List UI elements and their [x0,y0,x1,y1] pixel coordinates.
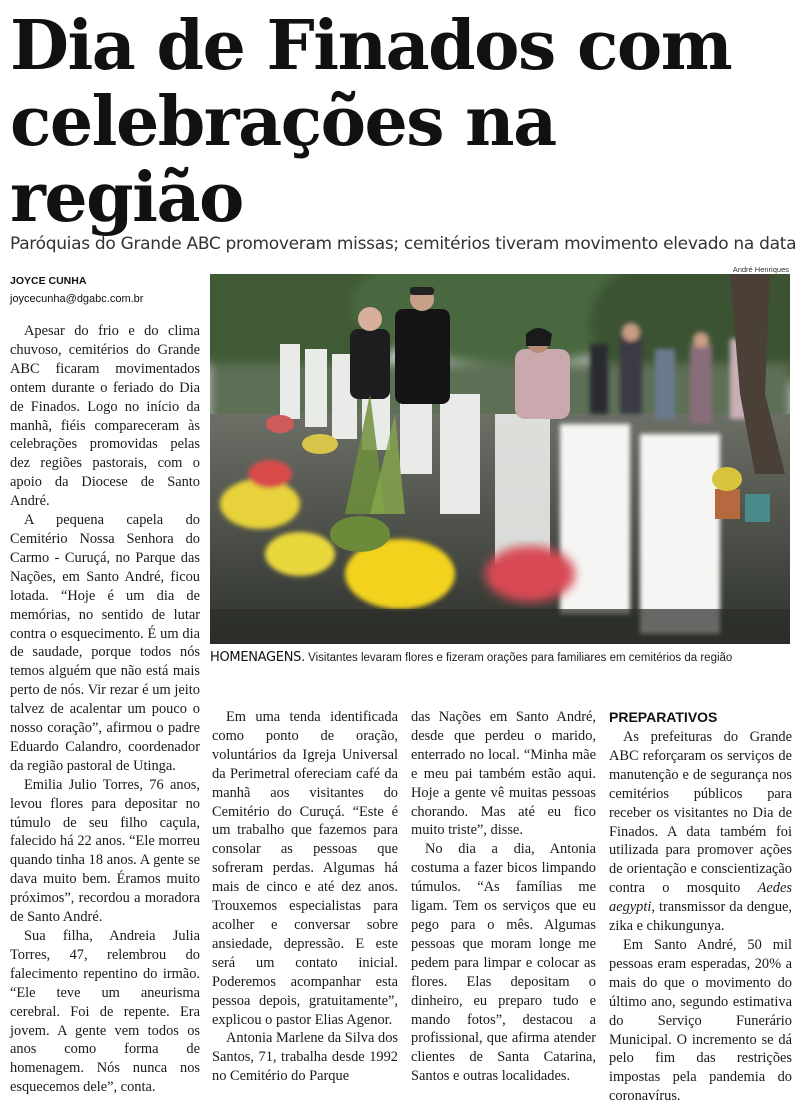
article-column-4 [609,708,792,1106]
paragraph [609,728,792,936]
subheadline: Paróquias do Grande ABC promoveram missas; cemitérios tiveram movimento elevado na data [10,234,797,254]
cemetery-photo-illustration [210,274,790,644]
byline-email: joycecunha@dgabc.com.br [10,293,144,305]
paragraph: Sua filha, Andreia Julia Torres, 47, relembrou do falecimento repentino do irmão. “Ele teve um aneurisma cerebral. Foi de repente. Era jovem. A gente vem todos os anos como forma de homenagem. Nós nunca nos esquecemos dele”, conta. [10,928,200,1096]
paragraph-text: As prefeituras do Grande ABC reforçaram os serviços de manutenção e de segurança nos cemitérios públicos para receber os visitantes no Dia de Finados. A data também foi utilizada para promover ações de orientação e conscientização contra o mosquito [609,729,792,897]
caption-kicker: HOMENAGENS. [210,650,305,665]
paragraph: Apesar do frio e do clima chuvoso, cemitérios do Grande ABC ficaram movimentados ontem durante o feriado do Dia de Finados. Logo no início da manhã, fiéis compareceram às celebrações promovidas pelas dez regiões pastorais, com o apoio da Diocese de Santo André. [10,323,200,510]
headline-line-2: celebrações na região [10,82,556,238]
section-heading: PREPARATIVOS [609,709,718,725]
byline-author: JOYCE CUNHA [10,275,87,287]
paragraph: No dia a dia, Antonia costuma a fazer bicos limpando túmulos. “As famílias me ligam. Tem os serviços que eu pego para o mês. Algumas pessoas que moram longe me pedem para limpar e colocar as flores. Elas depositam o dinheiro, eu preparo tudo e mando fotos”, destacou a profissional, que afirma atender clientes de Santa Catarina, Santos e outras localidades. [411,841,596,1085]
paragraph: Antonia Marlene da Silva dos Santos, 71, trabalha desde 1992 no Cemitério do Parque [212,1030,398,1085]
species-name: Aedes aegypti [609,880,792,916]
photo-caption [210,650,795,666]
paragraph: Em uma tenda identificada como ponto de oração, voluntários da Igreja Universal da Perimetral ofereciam café da manhã aos visitantes do Cemitério do Curuçá. “Este é um trabalho que fazemos para consolar as pessoas que sofreram perdas. Algumas há mais de cinco e até dez anos. Trouxemos especialistas para acolher e conversar sobre ansiedade, depressão. E este será um contato inicial. Poderemos acompanhar esta pessoa depois, gratuitamente”, explicou o pastor Elias Agenor. [212,709,398,1028]
headline [10,8,790,236]
headline-line-1: Dia de Finados com [10,6,732,86]
article-column-1 [10,322,200,1097]
paragraph: Emilia Julio Torres, 76 anos, levou flores para depositar no túmulo de seu filho caçula, falecido há 22 anos. “Ele morreu quando tinha 18 anos. A gente se dava muito bem. Éramos muito próximos”, recordou a moradora de Santo André. [10,776,200,926]
paragraph: das Nações em Santo André, desde que perdeu o marido, enterrado no local. “Minha mãe e meu pai também estão aqui. Hoje a gente vê muitas pessoas chorando. Mas até eu fico muito triste”, disse. [411,709,596,839]
article-photo [210,274,790,644]
caption-text: Visitantes levaram flores e fizeram orações para familiares em cemitérios da região [304,652,733,664]
photo-credit: André Henriques [732,265,789,274]
paragraph-text: , transmissor da dengue, zika e chikungunya. [609,899,792,935]
article-column-3 [411,708,596,1086]
paragraph: Em Santo André, 50 mil pessoas eram esperadas, 20% a mais do que o movimento do último ano, segundo estimativa do Serviço Funerário Municipal. O incremento se dá pelo fim das restrições impostas pela pandemia do coronavírus. [609,936,792,1105]
paragraph: A pequena capela do Cemitério Nossa Senhora do Carmo - Curuçá, no Parque das Nações, em Santo André, ficou lotada. “Hoje é um dia de memórias, no sentido de lutar contra o esquecimento. É um dia de saudade, porque todos nós temos alguém que não está mais perto de nós. Vir rezar é um jeito talvez de acalentar um pouco o nosso coração”, afirmou o padre Eduardo Calandro, coordenador da região pastoral de Utinga. [10,512,200,774]
article-column-2 [212,708,398,1086]
